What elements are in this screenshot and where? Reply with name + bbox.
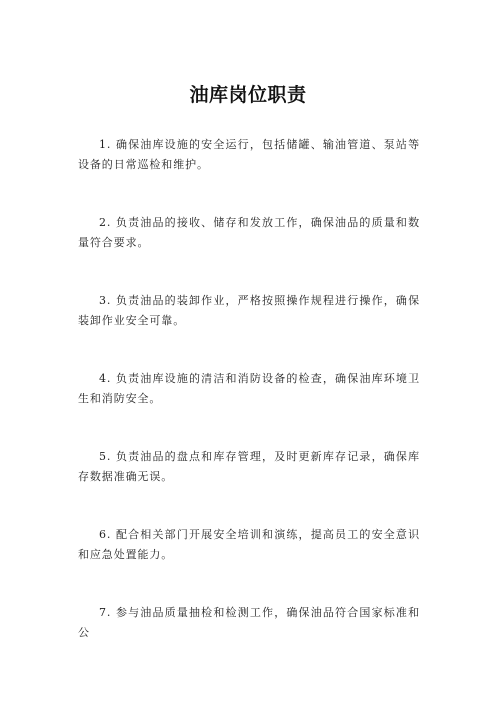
document-title: 油库岗位职责 xyxy=(189,84,307,106)
duty-paragraph-4: 4. 负责油库设施的清洁和消防设备的检查，确保油库环境卫生和消防安全。 xyxy=(78,372,420,405)
duty-paragraph-5: 5. 负责油品的盘点和库存管理，及时更新库存记录，确保库存数据准确无误。 xyxy=(78,450,420,483)
duty-paragraph-2: 2. 负责油品的接收、储存和发放工作，确保油品的质量和数量符合要求。 xyxy=(78,216,420,249)
duty-paragraph-6: 6. 配合相关部门开展安全培训和演练，提高员工的安全意识和应急处置能力。 xyxy=(78,528,420,561)
duty-paragraph-3: 3. 负责油品的装卸作业，严格按照操作规程进行操作，确保装卸作业安全可靠。 xyxy=(78,294,420,327)
duty-paragraph-1: 1. 确保油库设施的安全运行，包括储罐、输油管道、泵站等设备的日常巡检和维护。 xyxy=(78,138,420,171)
duty-paragraph-7: 7. 参与油品质量抽检和检测工作，确保油品符合国家标准和公 xyxy=(78,606,420,639)
